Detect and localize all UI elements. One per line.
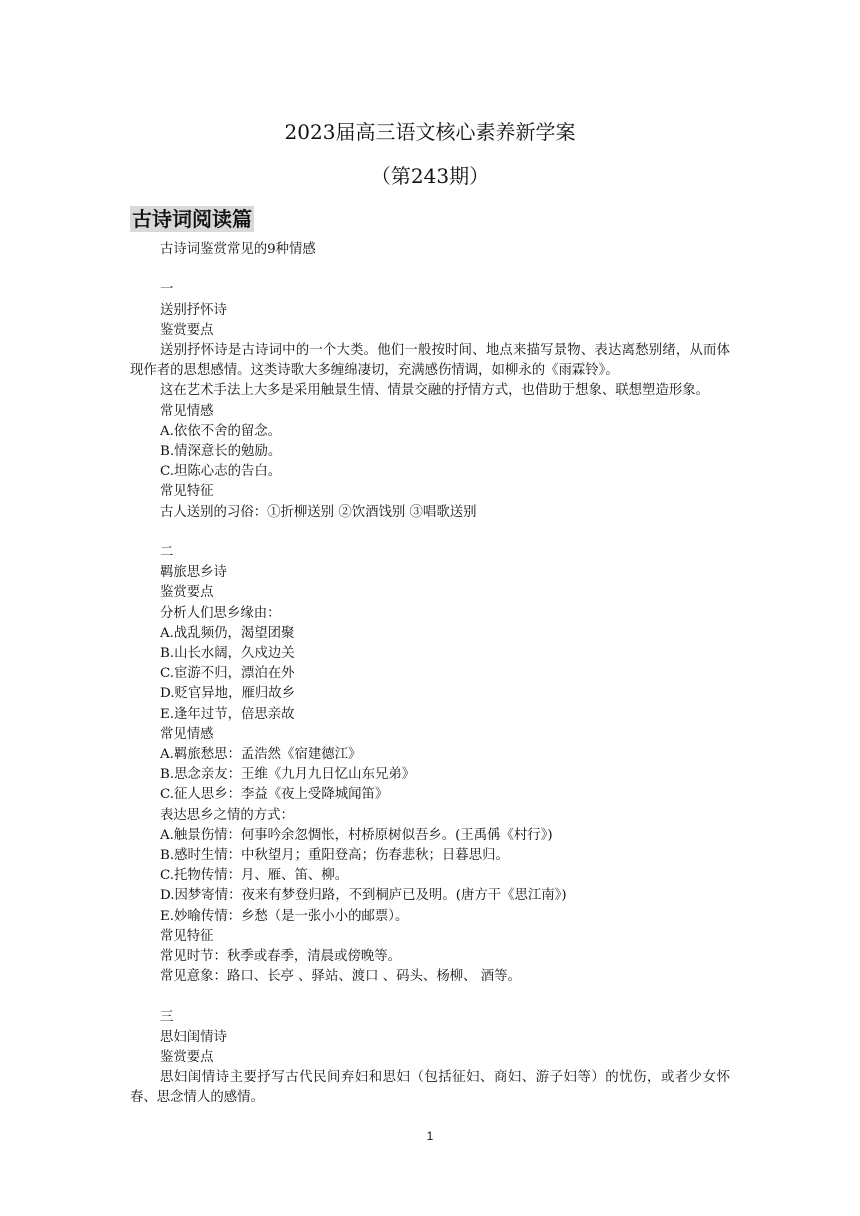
list-item: B.感时生情：中秋望月；重阳登高；伤春悲秋；日暮思归。 xyxy=(160,848,509,864)
list-item: A.羁旅愁思：孟浩然《宿建德江》 xyxy=(160,747,362,763)
list-item: A.战乱频仍，渴望团聚 xyxy=(160,625,295,641)
part2-number: 二 xyxy=(160,545,174,561)
list-item: A.触景伤情：何事吟余忽惆怅，村桥原树似吾乡。(王禹偁《村行》) xyxy=(160,827,553,843)
page-number: 1 xyxy=(426,1129,434,1143)
part1-emotions-label: 常见情感 xyxy=(160,403,214,419)
part3-paragraph-1: 思妇闺情诗主要抒写古代民间弃妇和思妇（包括征妇、商妇、游子妇等）的忧伤，或者少女怀春、思念情人的感情。 xyxy=(130,1070,730,1106)
list-item: C.宦游不归，漂泊在外 xyxy=(160,666,295,682)
part1-customs: 古人送别的习俗：①折柳送别 ②饮酒饯别 ③唱歌送别 xyxy=(160,504,477,520)
part3-appreciation-label: 鉴赏要点 xyxy=(160,1050,214,1066)
list-item: B.思念亲友：王维《九月九日忆山东兄弟》 xyxy=(160,767,416,783)
document-body xyxy=(130,240,730,1109)
document-title: 2023届高三语文核心素养新学案 xyxy=(284,120,576,144)
part1-paragraph-1: 送别抒怀诗是古诗词中的一个大类。他们一般按时间、地点来描写景物、表达离愁别绪，从而体现作者的思想感情。这类诗歌大多缠绵凄切，充满感伤情调，如柳永的《雨霖铃》。 xyxy=(130,343,730,379)
part2-ways-label: 表达思乡之情的方式： xyxy=(160,807,294,823)
part1-name: 送别抒怀诗 xyxy=(160,302,227,318)
part1-number: 一 xyxy=(160,282,174,298)
list-item: D.因梦寄情：夜来有梦登归路，不到桐庐已及明。(唐方干《思江南》) xyxy=(160,888,567,904)
part1-features-label: 常见特征 xyxy=(160,484,214,500)
list-item: D.贬官异地，雁归故乡 xyxy=(160,686,296,702)
part3-number: 三 xyxy=(160,1009,174,1025)
list-item: C.征人思乡：李益《夜上受降城闻笛》 xyxy=(160,787,389,803)
part2-reasons-label: 分析人们思乡缘由： xyxy=(160,605,281,621)
list-item: E.妙喻传情：乡愁（是一张小小的邮票）。 xyxy=(160,908,409,924)
list-item: A.依依不舍的留念。 xyxy=(160,423,282,439)
part1-appreciation-label: 鉴赏要点 xyxy=(160,322,214,338)
list-item: B.情深意长的勉励。 xyxy=(160,444,282,460)
list-item: C.托物传情：月、雁、笛、柳。 xyxy=(160,868,349,884)
part3-name: 思妇闺情诗 xyxy=(160,1029,227,1045)
part2-appreciation-label: 鉴赏要点 xyxy=(160,585,214,601)
part2-name: 羁旅思乡诗 xyxy=(160,565,227,581)
part2-emotions-label: 常见情感 xyxy=(160,726,214,742)
list-item: E.逢年过节，倍思亲故 xyxy=(160,706,295,722)
intro-line: 古诗词鉴赏常见的9种情感 xyxy=(160,242,316,257)
part2-imagery: 常见意象：路口、长亭 、驿站、渡口 、码头、杨柳、 酒等。 xyxy=(160,969,521,985)
list-item: B.山长水阔，久戍边关 xyxy=(160,646,295,662)
part1-paragraph-2: 这在艺术手法上大多是采用触景生情、情景交融的抒情方式，也借助于想象、联想塑造形象。 xyxy=(160,383,710,399)
part2-features-label: 常见特征 xyxy=(160,928,214,944)
list-item: C.坦陈心志的告白。 xyxy=(160,464,282,480)
issue-number: （第243期） xyxy=(370,164,490,188)
section-heading: 古诗词阅读篇 xyxy=(132,207,252,231)
part2-season: 常见时节：秋季或春季，清晨或傍晚等。 xyxy=(160,949,402,965)
